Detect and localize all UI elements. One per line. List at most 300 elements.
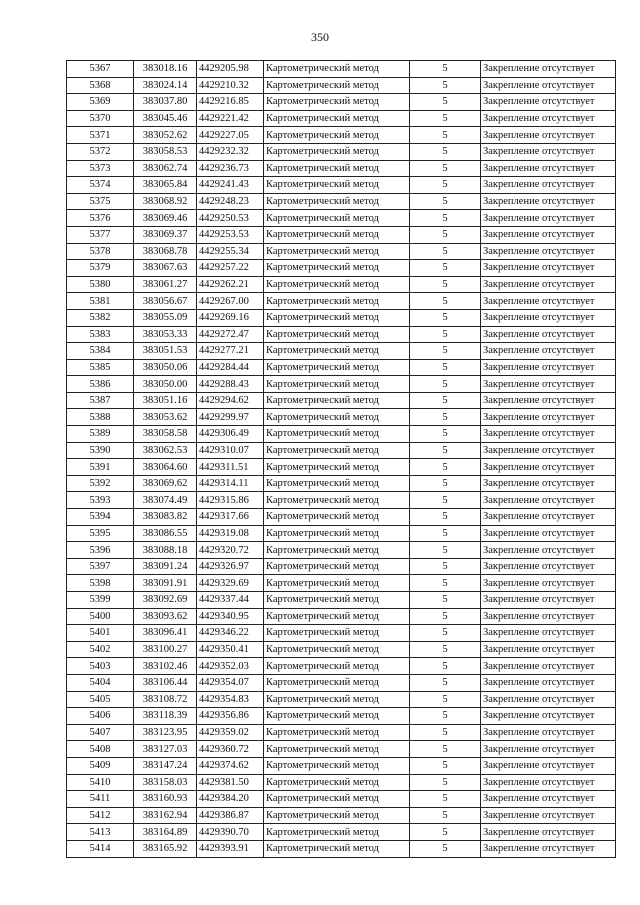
accuracy-cell: 5 xyxy=(410,143,481,160)
method-cell: Картометрический метод xyxy=(264,509,410,526)
method-cell: Картометрический метод xyxy=(264,177,410,194)
method-cell: Картометрический метод xyxy=(264,276,410,293)
method-cell: Картометрический метод xyxy=(264,326,410,343)
fixation-cell: Закрепление отсутствует xyxy=(481,592,616,609)
y-coordinate-cell: 4429221.42 xyxy=(197,110,264,127)
y-coordinate-cell: 4429346.22 xyxy=(197,625,264,642)
table-row xyxy=(67,392,616,409)
method-cell: Картометрический метод xyxy=(264,143,410,160)
x-coordinate-cell: 383160.93 xyxy=(134,791,197,808)
y-coordinate-cell: 4429236.73 xyxy=(197,160,264,177)
y-coordinate-cell: 4429311.51 xyxy=(197,459,264,476)
accuracy-cell: 5 xyxy=(410,708,481,725)
fixation-cell: Закрепление отсутствует xyxy=(481,309,616,326)
fixation-cell: Закрепление отсутствует xyxy=(481,376,616,393)
fixation-cell: Закрепление отсутствует xyxy=(481,359,616,376)
x-coordinate-cell: 383062.74 xyxy=(134,160,197,177)
method-cell: Картометрический метод xyxy=(264,840,410,857)
y-coordinate-cell: 4429205.98 xyxy=(197,61,264,78)
point-number-cell: 5400 xyxy=(67,608,134,625)
accuracy-cell: 5 xyxy=(410,94,481,111)
fixation-cell: Закрепление отсутствует xyxy=(481,774,616,791)
point-number-cell: 5396 xyxy=(67,542,134,559)
method-cell: Картометрический метод xyxy=(264,409,410,426)
point-number-cell: 5367 xyxy=(67,61,134,78)
point-number-cell: 5370 xyxy=(67,110,134,127)
y-coordinate-cell: 4429310.07 xyxy=(197,442,264,459)
method-cell: Картометрический метод xyxy=(264,757,410,774)
point-number-cell: 5393 xyxy=(67,492,134,509)
y-coordinate-cell: 4429227.05 xyxy=(197,127,264,144)
accuracy-cell: 5 xyxy=(410,575,481,592)
accuracy-cell: 5 xyxy=(410,625,481,642)
x-coordinate-cell: 383108.72 xyxy=(134,691,197,708)
x-coordinate-cell: 383067.63 xyxy=(134,260,197,277)
method-cell: Картометрический метод xyxy=(264,210,410,227)
table-row xyxy=(67,442,616,459)
fixation-cell: Закрепление отсутствует xyxy=(481,343,616,360)
table-row xyxy=(67,343,616,360)
method-cell: Картометрический метод xyxy=(264,807,410,824)
y-coordinate-cell: 4429337.44 xyxy=(197,592,264,609)
accuracy-cell: 5 xyxy=(410,177,481,194)
x-coordinate-cell: 383051.53 xyxy=(134,343,197,360)
accuracy-cell: 5 xyxy=(410,260,481,277)
y-coordinate-cell: 4429390.70 xyxy=(197,824,264,841)
fixation-cell: Закрепление отсутствует xyxy=(481,475,616,492)
fixation-cell: Закрепление отсутствует xyxy=(481,807,616,824)
method-cell: Картометрический метод xyxy=(264,592,410,609)
fixation-cell: Закрепление отсутствует xyxy=(481,293,616,310)
fixation-cell: Закрепление отсутствует xyxy=(481,276,616,293)
method-cell: Картометрический метод xyxy=(264,558,410,575)
x-coordinate-cell: 383106.44 xyxy=(134,674,197,691)
method-cell: Картометрический метод xyxy=(264,658,410,675)
table-row xyxy=(67,226,616,243)
x-coordinate-cell: 383065.84 xyxy=(134,177,197,194)
method-cell: Картометрический метод xyxy=(264,774,410,791)
x-coordinate-cell: 383096.41 xyxy=(134,625,197,642)
accuracy-cell: 5 xyxy=(410,741,481,758)
accuracy-cell: 5 xyxy=(410,392,481,409)
x-coordinate-cell: 383069.37 xyxy=(134,226,197,243)
point-number-cell: 5408 xyxy=(67,741,134,758)
point-number-cell: 5378 xyxy=(67,243,134,260)
y-coordinate-cell: 4429350.41 xyxy=(197,641,264,658)
method-cell: Картометрический метод xyxy=(264,625,410,642)
fixation-cell: Закрепление отсутствует xyxy=(481,210,616,227)
point-number-cell: 5399 xyxy=(67,592,134,609)
point-number-cell: 5406 xyxy=(67,708,134,725)
x-coordinate-cell: 383123.95 xyxy=(134,724,197,741)
point-number-cell: 5375 xyxy=(67,193,134,210)
point-number-cell: 5387 xyxy=(67,392,134,409)
method-cell: Картометрический метод xyxy=(264,824,410,841)
x-coordinate-cell: 383064.60 xyxy=(134,459,197,476)
fixation-cell: Закрепление отсутствует xyxy=(481,625,616,642)
method-cell: Картометрический метод xyxy=(264,426,410,443)
accuracy-cell: 5 xyxy=(410,77,481,94)
table-row xyxy=(67,807,616,824)
point-number-cell: 5374 xyxy=(67,177,134,194)
y-coordinate-cell: 4429255.34 xyxy=(197,243,264,260)
point-number-cell: 5380 xyxy=(67,276,134,293)
x-coordinate-cell: 383147.24 xyxy=(134,757,197,774)
coordinates-table xyxy=(66,60,616,858)
point-number-cell: 5369 xyxy=(67,94,134,111)
x-coordinate-cell: 383052.62 xyxy=(134,127,197,144)
table-row xyxy=(67,608,616,625)
method-cell: Картометрический метод xyxy=(264,492,410,509)
table-row xyxy=(67,110,616,127)
table-row xyxy=(67,757,616,774)
fixation-cell: Закрепление отсутствует xyxy=(481,127,616,144)
accuracy-cell: 5 xyxy=(410,127,481,144)
x-coordinate-cell: 383061.27 xyxy=(134,276,197,293)
table-row xyxy=(67,592,616,609)
y-coordinate-cell: 4429272.47 xyxy=(197,326,264,343)
table-row xyxy=(67,409,616,426)
y-coordinate-cell: 4429299.97 xyxy=(197,409,264,426)
y-coordinate-cell: 4429315.86 xyxy=(197,492,264,509)
point-number-cell: 5409 xyxy=(67,757,134,774)
y-coordinate-cell: 4429354.07 xyxy=(197,674,264,691)
y-coordinate-cell: 4429384.20 xyxy=(197,791,264,808)
accuracy-cell: 5 xyxy=(410,641,481,658)
fixation-cell: Закрепление отсутствует xyxy=(481,426,616,443)
y-coordinate-cell: 4429257.22 xyxy=(197,260,264,277)
point-number-cell: 5373 xyxy=(67,160,134,177)
y-coordinate-cell: 4429269.16 xyxy=(197,309,264,326)
y-coordinate-cell: 4429250.53 xyxy=(197,210,264,227)
method-cell: Картометрический метод xyxy=(264,343,410,360)
table-row xyxy=(67,359,616,376)
y-coordinate-cell: 4429359.02 xyxy=(197,724,264,741)
point-number-cell: 5402 xyxy=(67,641,134,658)
y-coordinate-cell: 4429241.43 xyxy=(197,177,264,194)
x-coordinate-cell: 383055.09 xyxy=(134,309,197,326)
fixation-cell: Закрепление отсутствует xyxy=(481,326,616,343)
table-row xyxy=(67,276,616,293)
method-cell: Картометрический метод xyxy=(264,575,410,592)
method-cell: Картометрический метод xyxy=(264,459,410,476)
x-coordinate-cell: 383083.82 xyxy=(134,509,197,526)
method-cell: Картометрический метод xyxy=(264,160,410,177)
table-row xyxy=(67,625,616,642)
method-cell: Картометрический метод xyxy=(264,691,410,708)
table-row xyxy=(67,326,616,343)
accuracy-cell: 5 xyxy=(410,791,481,808)
point-number-cell: 5398 xyxy=(67,575,134,592)
fixation-cell: Закрепление отсутствует xyxy=(481,226,616,243)
accuracy-cell: 5 xyxy=(410,674,481,691)
fixation-cell: Закрепление отсутствует xyxy=(481,177,616,194)
x-coordinate-cell: 383050.00 xyxy=(134,376,197,393)
table-row xyxy=(67,77,616,94)
accuracy-cell: 5 xyxy=(410,409,481,426)
method-cell: Картометрический метод xyxy=(264,542,410,559)
accuracy-cell: 5 xyxy=(410,442,481,459)
x-coordinate-cell: 383053.33 xyxy=(134,326,197,343)
x-coordinate-cell: 383062.53 xyxy=(134,442,197,459)
accuracy-cell: 5 xyxy=(410,276,481,293)
fixation-cell: Закрепление отсутствует xyxy=(481,392,616,409)
fixation-cell: Закрепление отсутствует xyxy=(481,558,616,575)
accuracy-cell: 5 xyxy=(410,525,481,542)
fixation-cell: Закрепление отсутствует xyxy=(481,575,616,592)
method-cell: Картометрический метод xyxy=(264,525,410,542)
point-number-cell: 5405 xyxy=(67,691,134,708)
point-number-cell: 5412 xyxy=(67,807,134,824)
accuracy-cell: 5 xyxy=(410,193,481,210)
table-row xyxy=(67,293,616,310)
x-coordinate-cell: 383165.92 xyxy=(134,840,197,857)
table-row xyxy=(67,708,616,725)
fixation-cell: Закрепление отсутствует xyxy=(481,260,616,277)
y-coordinate-cell: 4429352.03 xyxy=(197,658,264,675)
point-number-cell: 5410 xyxy=(67,774,134,791)
accuracy-cell: 5 xyxy=(410,558,481,575)
method-cell: Картометрический метод xyxy=(264,94,410,111)
point-number-cell: 5384 xyxy=(67,343,134,360)
fixation-cell: Закрепление отсутствует xyxy=(481,442,616,459)
fixation-cell: Закрепление отсутствует xyxy=(481,492,616,509)
y-coordinate-cell: 4429393.91 xyxy=(197,840,264,857)
y-coordinate-cell: 4429329.69 xyxy=(197,575,264,592)
method-cell: Картометрический метод xyxy=(264,243,410,260)
x-coordinate-cell: 383086.55 xyxy=(134,525,197,542)
method-cell: Картометрический метод xyxy=(264,61,410,78)
accuracy-cell: 5 xyxy=(410,691,481,708)
accuracy-cell: 5 xyxy=(410,658,481,675)
method-cell: Картометрический метод xyxy=(264,110,410,127)
x-coordinate-cell: 383056.67 xyxy=(134,293,197,310)
point-number-cell: 5377 xyxy=(67,226,134,243)
y-coordinate-cell: 4429354.83 xyxy=(197,691,264,708)
table-row xyxy=(67,558,616,575)
point-number-cell: 5403 xyxy=(67,658,134,675)
point-number-cell: 5397 xyxy=(67,558,134,575)
table-row xyxy=(67,177,616,194)
table-row xyxy=(67,260,616,277)
method-cell: Картометрический метод xyxy=(264,193,410,210)
point-number-cell: 5390 xyxy=(67,442,134,459)
fixation-cell: Закрепление отсутствует xyxy=(481,724,616,741)
table-row xyxy=(67,309,616,326)
accuracy-cell: 5 xyxy=(410,61,481,78)
accuracy-cell: 5 xyxy=(410,376,481,393)
x-coordinate-cell: 383100.27 xyxy=(134,641,197,658)
fixation-cell: Закрепление отсутствует xyxy=(481,509,616,526)
x-coordinate-cell: 383102.46 xyxy=(134,658,197,675)
accuracy-cell: 5 xyxy=(410,608,481,625)
x-coordinate-cell: 383058.53 xyxy=(134,143,197,160)
accuracy-cell: 5 xyxy=(410,774,481,791)
y-coordinate-cell: 4429267.00 xyxy=(197,293,264,310)
x-coordinate-cell: 383037.80 xyxy=(134,94,197,111)
point-number-cell: 5382 xyxy=(67,309,134,326)
y-coordinate-cell: 4429248.23 xyxy=(197,193,264,210)
fixation-cell: Закрепление отсутствует xyxy=(481,791,616,808)
method-cell: Картометрический метод xyxy=(264,724,410,741)
table-row xyxy=(67,475,616,492)
method-cell: Картометрический метод xyxy=(264,708,410,725)
accuracy-cell: 5 xyxy=(410,359,481,376)
fixation-cell: Закрепление отсутствует xyxy=(481,641,616,658)
accuracy-cell: 5 xyxy=(410,459,481,476)
table-body xyxy=(67,61,616,858)
point-number-cell: 5414 xyxy=(67,840,134,857)
accuracy-cell: 5 xyxy=(410,343,481,360)
y-coordinate-cell: 4429216.85 xyxy=(197,94,264,111)
fixation-cell: Закрепление отсутствует xyxy=(481,143,616,160)
x-coordinate-cell: 383024.14 xyxy=(134,77,197,94)
table-row xyxy=(67,542,616,559)
page-number: 350 xyxy=(311,30,329,44)
y-coordinate-cell: 4429356.86 xyxy=(197,708,264,725)
method-cell: Картометрический метод xyxy=(264,791,410,808)
x-coordinate-cell: 383158.03 xyxy=(134,774,197,791)
table-row xyxy=(67,243,616,260)
accuracy-cell: 5 xyxy=(410,840,481,857)
accuracy-cell: 5 xyxy=(410,326,481,343)
y-coordinate-cell: 4429386.87 xyxy=(197,807,264,824)
table-row xyxy=(67,674,616,691)
fixation-cell: Закрепление отсутствует xyxy=(481,741,616,758)
x-coordinate-cell: 383068.92 xyxy=(134,193,197,210)
point-number-cell: 5394 xyxy=(67,509,134,526)
fixation-cell: Закрепление отсутствует xyxy=(481,542,616,559)
accuracy-cell: 5 xyxy=(410,475,481,492)
x-coordinate-cell: 383069.46 xyxy=(134,210,197,227)
x-coordinate-cell: 383045.46 xyxy=(134,110,197,127)
x-coordinate-cell: 383058.58 xyxy=(134,426,197,443)
fixation-cell: Закрепление отсутствует xyxy=(481,459,616,476)
y-coordinate-cell: 4429288.43 xyxy=(197,376,264,393)
x-coordinate-cell: 383050.06 xyxy=(134,359,197,376)
table-row xyxy=(67,509,616,526)
accuracy-cell: 5 xyxy=(410,426,481,443)
x-coordinate-cell: 383088.18 xyxy=(134,542,197,559)
table-row xyxy=(67,824,616,841)
y-coordinate-cell: 4429314.11 xyxy=(197,475,264,492)
fixation-cell: Закрепление отсутствует xyxy=(481,110,616,127)
y-coordinate-cell: 4429294.62 xyxy=(197,392,264,409)
y-coordinate-cell: 4429319.08 xyxy=(197,525,264,542)
method-cell: Картометрический метод xyxy=(264,741,410,758)
table-row xyxy=(67,160,616,177)
point-number-cell: 5388 xyxy=(67,409,134,426)
method-cell: Картометрический метод xyxy=(264,392,410,409)
accuracy-cell: 5 xyxy=(410,824,481,841)
point-number-cell: 5372 xyxy=(67,143,134,160)
x-coordinate-cell: 383051.16 xyxy=(134,392,197,409)
accuracy-cell: 5 xyxy=(410,724,481,741)
fixation-cell: Закрепление отсутствует xyxy=(481,409,616,426)
point-number-cell: 5392 xyxy=(67,475,134,492)
point-number-cell: 5381 xyxy=(67,293,134,310)
fixation-cell: Закрепление отсутствует xyxy=(481,608,616,625)
x-coordinate-cell: 383127.03 xyxy=(134,741,197,758)
point-number-cell: 5395 xyxy=(67,525,134,542)
method-cell: Картометрический метод xyxy=(264,608,410,625)
point-number-cell: 5371 xyxy=(67,127,134,144)
x-coordinate-cell: 383092.69 xyxy=(134,592,197,609)
y-coordinate-cell: 4429210.32 xyxy=(197,77,264,94)
table-row xyxy=(67,575,616,592)
accuracy-cell: 5 xyxy=(410,210,481,227)
y-coordinate-cell: 4429360.72 xyxy=(197,741,264,758)
fixation-cell: Закрепление отсутствует xyxy=(481,61,616,78)
x-coordinate-cell: 383069.62 xyxy=(134,475,197,492)
y-coordinate-cell: 4429262.21 xyxy=(197,276,264,293)
x-coordinate-cell: 383164.89 xyxy=(134,824,197,841)
point-number-cell: 5383 xyxy=(67,326,134,343)
table-row xyxy=(67,492,616,509)
table-row xyxy=(67,426,616,443)
accuracy-cell: 5 xyxy=(410,160,481,177)
table-row xyxy=(67,193,616,210)
fixation-cell: Закрепление отсутствует xyxy=(481,525,616,542)
x-coordinate-cell: 383118.39 xyxy=(134,708,197,725)
accuracy-cell: 5 xyxy=(410,110,481,127)
table-row xyxy=(67,791,616,808)
method-cell: Картометрический метод xyxy=(264,442,410,459)
point-number-cell: 5401 xyxy=(67,625,134,642)
method-cell: Картометрический метод xyxy=(264,127,410,144)
table-row xyxy=(67,724,616,741)
accuracy-cell: 5 xyxy=(410,509,481,526)
fixation-cell: Закрепление отсутствует xyxy=(481,94,616,111)
point-number-cell: 5368 xyxy=(67,77,134,94)
point-number-cell: 5389 xyxy=(67,426,134,443)
method-cell: Картометрический метод xyxy=(264,77,410,94)
table-row xyxy=(67,210,616,227)
fixation-cell: Закрепление отсутствует xyxy=(481,691,616,708)
y-coordinate-cell: 4429253.53 xyxy=(197,226,264,243)
fixation-cell: Закрепление отсутствует xyxy=(481,757,616,774)
fixation-cell: Закрепление отсутствует xyxy=(481,840,616,857)
table-row xyxy=(67,61,616,78)
y-coordinate-cell: 4429320.72 xyxy=(197,542,264,559)
accuracy-cell: 5 xyxy=(410,807,481,824)
y-coordinate-cell: 4429374.62 xyxy=(197,757,264,774)
point-number-cell: 5404 xyxy=(67,674,134,691)
table-row xyxy=(67,525,616,542)
accuracy-cell: 5 xyxy=(410,309,481,326)
fixation-cell: Закрепление отсутствует xyxy=(481,824,616,841)
y-coordinate-cell: 4429284.44 xyxy=(197,359,264,376)
accuracy-cell: 5 xyxy=(410,757,481,774)
accuracy-cell: 5 xyxy=(410,226,481,243)
x-coordinate-cell: 383074.49 xyxy=(134,492,197,509)
accuracy-cell: 5 xyxy=(410,492,481,509)
x-coordinate-cell: 383093.62 xyxy=(134,608,197,625)
table-row xyxy=(67,774,616,791)
method-cell: Картометрический метод xyxy=(264,293,410,310)
point-number-cell: 5376 xyxy=(67,210,134,227)
fixation-cell: Закрепление отсутствует xyxy=(481,193,616,210)
accuracy-cell: 5 xyxy=(410,293,481,310)
point-number-cell: 5411 xyxy=(67,791,134,808)
fixation-cell: Закрепление отсутствует xyxy=(481,160,616,177)
y-coordinate-cell: 4429326.97 xyxy=(197,558,264,575)
point-number-cell: 5407 xyxy=(67,724,134,741)
method-cell: Картометрический метод xyxy=(264,309,410,326)
accuracy-cell: 5 xyxy=(410,592,481,609)
fixation-cell: Закрепление отсутствует xyxy=(481,658,616,675)
table-row xyxy=(67,658,616,675)
